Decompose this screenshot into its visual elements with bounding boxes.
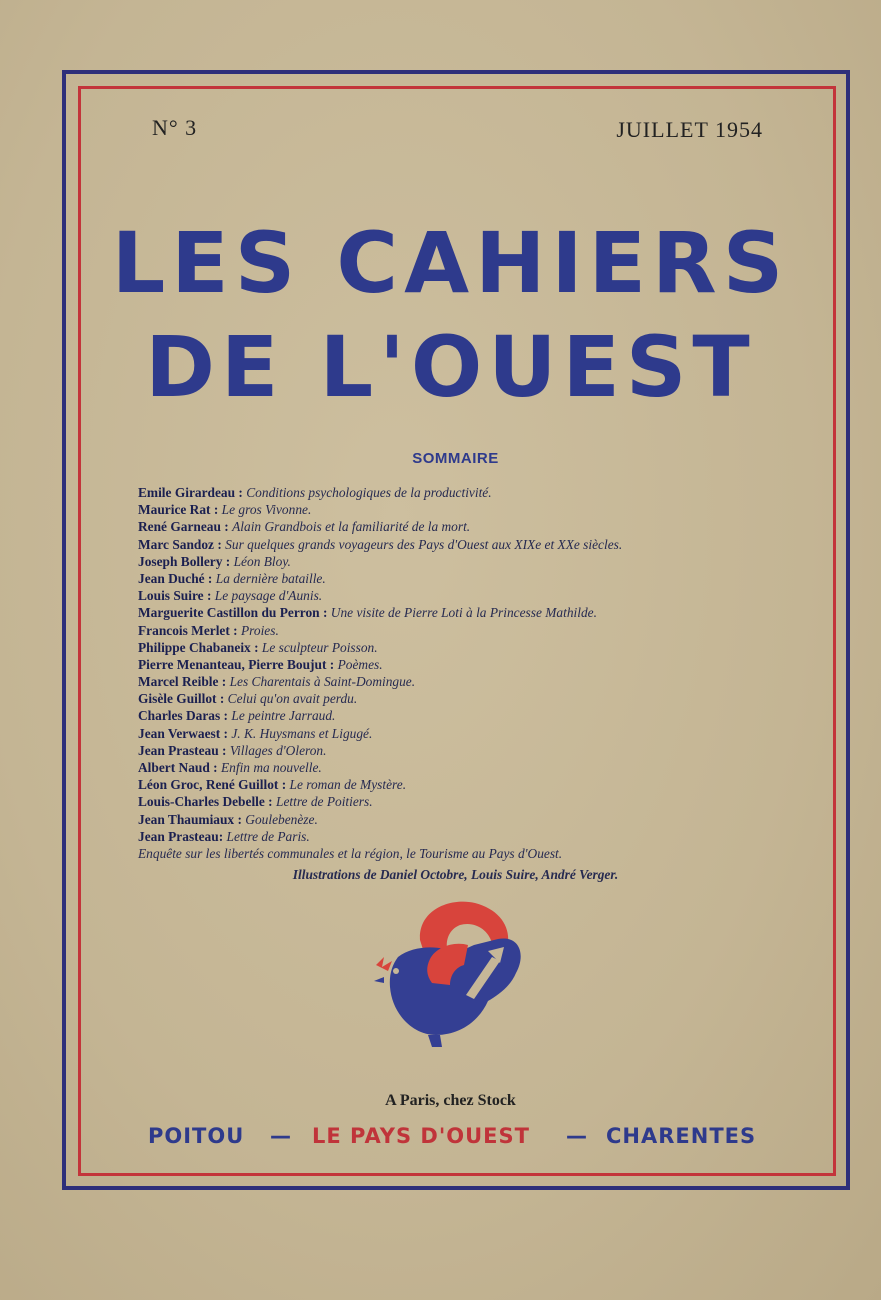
toc-extra-entry: [138, 845, 818, 862]
toc-work: Villages d'Oleron.: [229, 742, 327, 758]
toc-work: Conditions psychologiques de la productivité.: [246, 485, 492, 500]
toc-author: Maurice Rat :: [138, 502, 219, 518]
footer-separator: —: [566, 1124, 588, 1148]
toc-work: Proies.: [241, 622, 279, 638]
toc-entry: [138, 707, 818, 724]
toc-author: Louis Suire :: [138, 588, 212, 604]
toc-entry: [138, 553, 818, 570]
toc-entry: [138, 690, 818, 707]
toc-entry: [138, 622, 818, 639]
toc-author: Philippe Chabaneix :: [138, 639, 259, 655]
table-of-contents: [138, 484, 818, 862]
toc-entry: [138, 639, 818, 656]
toc-work: J. K. Huysmans et Ligugé.: [231, 725, 373, 741]
toc-author: Pierre Menanteau, Pierre Boujut :: [138, 656, 335, 672]
toc-author: Jean Prasteau :: [138, 742, 227, 758]
toc-entry: [138, 587, 818, 604]
toc-author: Louis-Charles Debelle :: [138, 794, 273, 810]
toc-work: Le peintre Jarraud.: [231, 708, 336, 724]
toc-entry: [138, 604, 818, 621]
toc-work: Enfin ma nouvelle.: [220, 760, 322, 775]
footer-separator: —: [270, 1124, 292, 1148]
toc-entry: [138, 570, 818, 587]
title-line-1: LES CAHIERS: [111, 214, 790, 312]
toc-author: Albert Naud :: [138, 760, 218, 775]
toc-entry: [138, 828, 818, 845]
toc-entry: [138, 518, 818, 535]
toc-work: Celui qu'on avait perdu.: [227, 691, 358, 707]
title-line-2: DE L'OUEST: [145, 318, 756, 416]
toc-work: Les Charentais à Saint-Domingue.: [229, 674, 416, 690]
rooster-icon: [370, 895, 530, 1050]
footer-charentes: CHARENTES: [606, 1124, 757, 1148]
footer-poitou: POITOU: [148, 1124, 245, 1148]
toc-work: Le sculpteur Poisson.: [261, 639, 378, 655]
toc-author: Marcel Reible :: [138, 674, 227, 690]
toc-entry: [138, 725, 818, 742]
toc-work: Poèmes.: [337, 656, 383, 672]
toc-entry: [138, 742, 818, 759]
toc-work: Léon Bloy.: [233, 553, 291, 569]
toc-author: Charles Daras :: [138, 708, 229, 724]
toc-work: Lettre de Paris.: [226, 828, 310, 844]
toc-work: Lettre de Poitiers.: [276, 794, 373, 810]
toc-work: Goulebenèze.: [245, 811, 318, 827]
toc-author: Marguerite Castillon du Perron :: [138, 605, 328, 621]
footer-pays-douest: LE PAYS D'OUEST: [312, 1124, 530, 1148]
toc-entry: [138, 673, 818, 690]
toc-author: Jean Prasteau:: [138, 828, 224, 844]
issue-number: N° 3: [152, 115, 198, 140]
publisher-line: A Paris, chez Stock: [385, 1092, 516, 1109]
toc-entry: [138, 811, 818, 828]
toc-author: René Garneau :: [138, 519, 229, 535]
toc-entry: [138, 536, 818, 553]
toc-extra: Enquête sur les libertés communales et la région, le Tourisme au Pays d'Ouest.: [138, 845, 563, 861]
toc-work: Le paysage d'Aunis.: [214, 588, 323, 604]
toc-entry: [138, 776, 818, 793]
toc-work: La dernière bataille.: [215, 570, 326, 586]
toc-author: Marc Sandoz :: [138, 536, 222, 552]
toc-author: Emile Girardeau :: [138, 485, 243, 500]
toc-entry: [138, 484, 818, 501]
illustrations-credit: Illustrations de Daniel Octobre, Louis Suire, André Verger.: [292, 867, 619, 882]
toc-author: Jean Verwaest :: [138, 725, 228, 741]
toc-author: Joseph Bollery :: [138, 553, 231, 569]
toc-work: Le gros Vivonne.: [221, 502, 312, 518]
toc-entry: [138, 656, 818, 673]
toc-work: Une visite de Pierre Loti à la Princesse Mathilde.: [330, 605, 597, 621]
toc-entry: [138, 759, 818, 776]
toc-author: Jean Thaumiaux :: [138, 811, 242, 827]
toc-author: Léon Groc, René Guillot :: [138, 777, 287, 793]
toc-author: Jean Duché :: [138, 570, 213, 586]
toc-entry: [138, 793, 818, 810]
toc-author: Francois Merlet :: [138, 622, 238, 638]
toc-work: Alain Grandbois et la familiarité de la mort.: [232, 519, 471, 535]
sommaire-heading: SOMMAIRE: [412, 450, 499, 467]
issue-date: JUILLET 1954: [616, 117, 763, 142]
toc-work: Le roman de Mystère.: [289, 777, 407, 793]
toc-work: Sur quelques grands voyageurs des Pays d'Ouest aux XIXe et XXe siècles.: [225, 536, 623, 552]
toc-entry: [138, 501, 818, 518]
toc-author: Gisèle Guillot :: [138, 691, 225, 707]
